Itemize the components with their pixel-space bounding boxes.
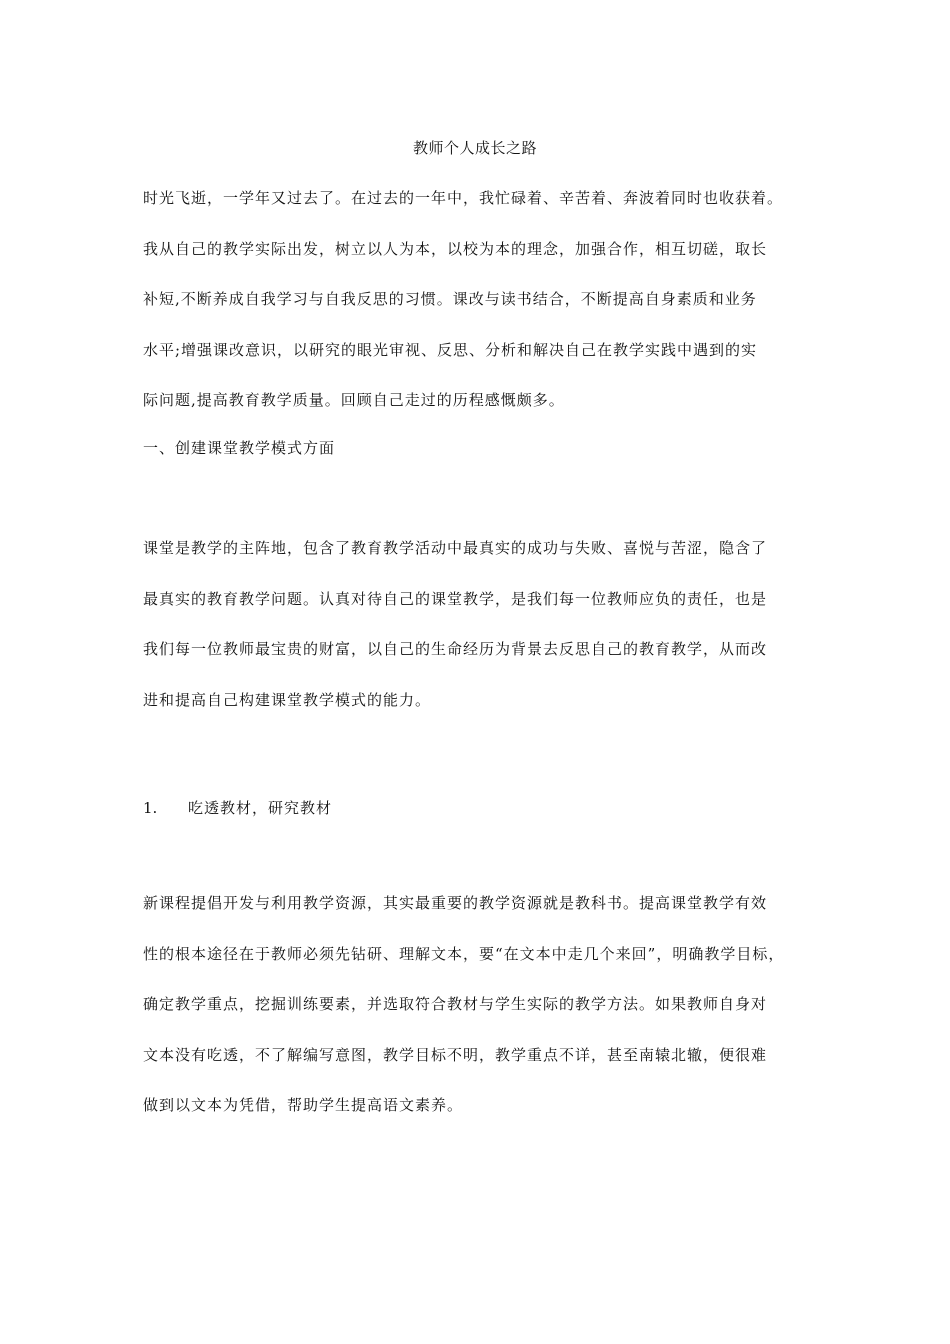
paragraph-line: 性的根本途径在于教师必须先钻研、理解文本，要“在文本中走几个来回”，明确教学目标， bbox=[143, 944, 785, 963]
subsection-heading bbox=[143, 797, 332, 819]
document-title: 教师个人成长之路 bbox=[412, 139, 537, 157]
paragraph-line: 际问题,提高教育教学质量。回顾自己走过的历程感慨颇多。 bbox=[143, 391, 565, 409]
paragraph-line: 进和提高自己构建课堂教学模式的能力。 bbox=[143, 690, 432, 709]
paragraph-line: 时光飞逝，一学年又过去了。在过去的一年中，我忙碌着、辛苦着、奔波着同时也收获着。 bbox=[143, 189, 784, 207]
paragraph-line: 课堂是教学的主阵地，包含了教育教学活动中最真实的成功与失败、喜悦与苦涩，隐含了 bbox=[143, 539, 768, 557]
paragraph-line: 我从自己的教学实际出发，树立以人为本，以校为本的理念，加强合作，相互切磋，取长 bbox=[143, 239, 768, 258]
intro-paragraph bbox=[143, 187, 823, 440]
paragraph-line: 补短,不断养成自我学习与自我反思的习惯。课改与读书结合，不断提高自身素质和业务 bbox=[143, 290, 757, 308]
paragraph-line: 确定教学重点，挖掘训练要素，并选取符合教材与学生实际的教学方法。如果教师自身对 bbox=[143, 995, 768, 1013]
subsection-paragraph bbox=[143, 892, 823, 1145]
paragraph-line: 最真实的教育教学问题。认真对待自己的课堂教学，是我们每一位教师应负的责任，也是 bbox=[143, 589, 768, 608]
paragraph-line: 新课程提倡开发与利用教学资源，其实最重要的教学资源就是教科书。提高课堂教学有效 bbox=[143, 894, 768, 912]
paragraph-line: 水平;增强课改意识，以研究的眼光审视、反思、分析和解决自己在教学实践中遇到的实 bbox=[143, 340, 758, 359]
subsection-heading-text: 吃透教材，研究教材 bbox=[188, 799, 333, 817]
paragraph-line: 我们每一位教师最宝贵的财富，以自己的生命经历为背景去反思自己的教育教学，从而改 bbox=[143, 640, 768, 658]
paragraph-line: 文本没有吃透，不了解编写意图，教学目标不明，教学重点不详，甚至南辕北辙，便很难 bbox=[143, 1045, 768, 1064]
paragraph-line: 做到以文本为凭借，帮助学生提高语文素养。 bbox=[143, 1096, 464, 1114]
section-heading: 一、创建课堂教学模式方面 bbox=[143, 439, 336, 457]
list-number: 1. bbox=[143, 799, 158, 817]
section-paragraph bbox=[143, 537, 823, 739]
